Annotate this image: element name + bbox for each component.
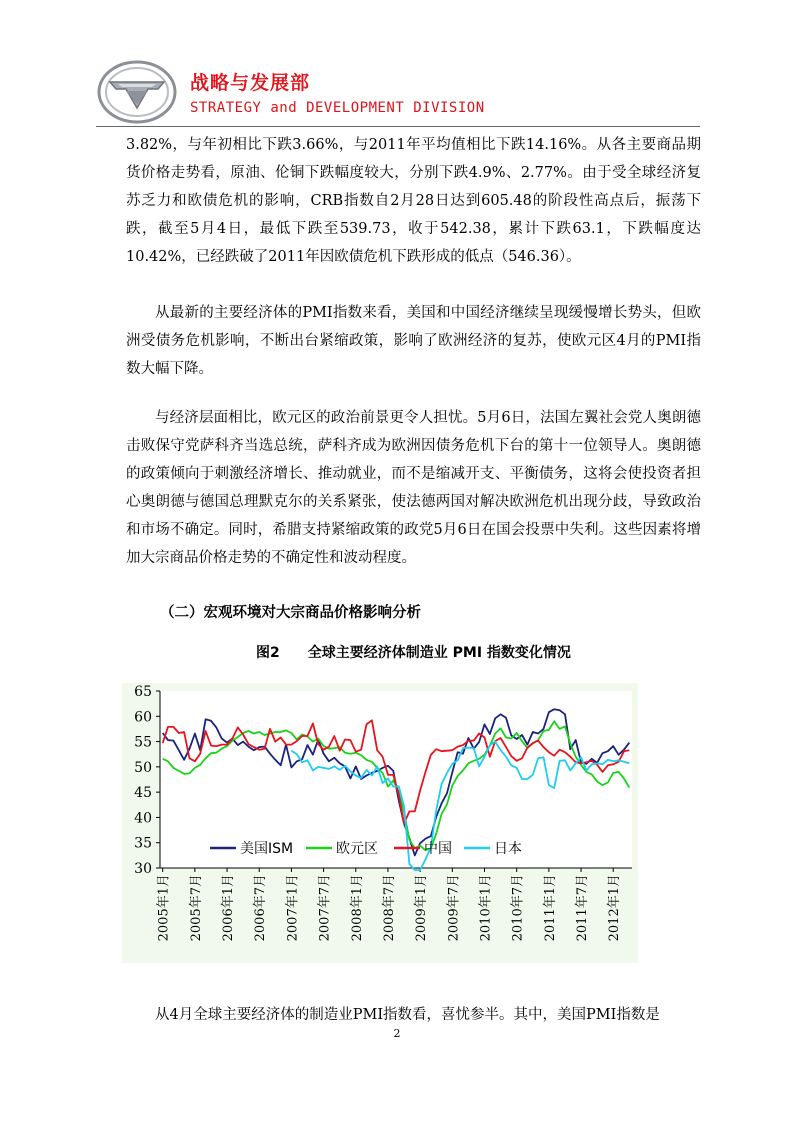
- page-header: [96, 58, 700, 128]
- paragraph-2: 从最新的主要经济体的PMI指数来看，美国和中国经济继续呈现缓慢增长势头，但欧洲受债务危机影响，不断出台紧缩政策，影响了欧洲经济的复苏，使欧元区4月的PMI指数大幅下降。: [126, 305, 701, 377]
- x-tick-label: 2006年1月: [221, 874, 237, 942]
- x-tick-label: 2010年7月: [510, 874, 526, 942]
- x-tick-label: 2010年1月: [478, 874, 494, 942]
- x-tick-label: 2011年1月: [542, 874, 558, 942]
- x-tick-label: 2007年1月: [285, 874, 301, 942]
- x-tick-label: 2009年7月: [446, 874, 462, 942]
- x-tick-label: 2008年7月: [381, 874, 397, 942]
- pmi-line-chart: [122, 683, 638, 963]
- x-tick-label: 2006年7月: [253, 874, 269, 942]
- department-name-en: STRATEGY and DEVELOPMENT DIVISION: [190, 100, 485, 116]
- department-name-cn: 战略与发展部: [190, 72, 311, 94]
- paragraph-3: 与经济层面相比，欧元区的政治前景更令人担忧。5月6日，法国左翼社会党人奥朗德击败保守党萨科齐当选总统，萨科齐成为欧洲因债务危机下台的第十一位领导人。奥朗德的政策倾向于刺激经济增长、推动就业，而不是缩减开支、平衡债务，这将会使投资者担心奥朗德与德国总理默克尔的关系紧张，使法德两国对解决欧洲危机出现分歧，导致政治和市场不确定。同时，希腊支持紧缩政策的政党5月6日在国会投票中失利。这些因素将增加大宗商品价格走势的不确定性和波动程度。: [126, 410, 701, 566]
- legend-label: 日本: [494, 841, 522, 857]
- x-tick-label: 2011年7月: [575, 874, 591, 942]
- y-tick-label: 30: [134, 861, 152, 877]
- legend-label: 中国: [424, 841, 452, 857]
- y-tick-label: 40: [134, 810, 152, 827]
- y-tick-label: 35: [134, 835, 152, 852]
- x-tick-label: 2005年1月: [156, 874, 172, 942]
- company-logo: [96, 58, 178, 126]
- page-number: 2: [393, 1027, 401, 1040]
- paragraph-bottom: 从4月全球主要经济体的制造业PMI指数看，喜忧参半。其中，美国PMI指数是: [155, 1007, 660, 1023]
- legend-label: 美国ISM: [240, 841, 294, 857]
- x-tick-label: 2005年7月: [188, 874, 204, 942]
- y-tick-label: 45: [134, 785, 152, 802]
- x-tick-label: 2009年1月: [414, 874, 430, 942]
- paragraph-1: 3.82%，与年初相比下跌3.66%，与2011年平均值相比下跌14.16%。从各主要商品期货价格走势看，原油、伦铜下跌幅度较大，分别下跌4.9%、2.77%。由于受全球经济复苏乏力和欧债危机的影响，CRB指数自2月28日达到605.48的阶段性高点后，振荡下跌，截至5月4日，最低下跌至539.73，收于542.38，累计下跌63.1，下跌幅度达10.42%，已经跌破了2011年因欧债危机下跌形成的低点（546.36）。: [126, 137, 701, 265]
- legend-label: 欧元区: [336, 841, 378, 857]
- x-tick-label: 2012年1月: [607, 874, 623, 942]
- x-tick-label: 2007年7月: [317, 874, 333, 942]
- y-tick-label: 50: [134, 759, 152, 776]
- y-tick-label: 60: [134, 709, 152, 726]
- header-divider: [96, 126, 700, 127]
- y-tick-label: 55: [134, 734, 152, 751]
- x-tick-label: 2008年1月: [349, 874, 365, 942]
- figure-title: 图2 全球主要经济体制造业 PMI 指数变化情况: [256, 645, 571, 661]
- section-heading: （二）宏观环境对大宗商品价格影响分析: [160, 605, 421, 621]
- y-tick-label: 65: [134, 684, 152, 700]
- plot-area: [160, 691, 632, 868]
